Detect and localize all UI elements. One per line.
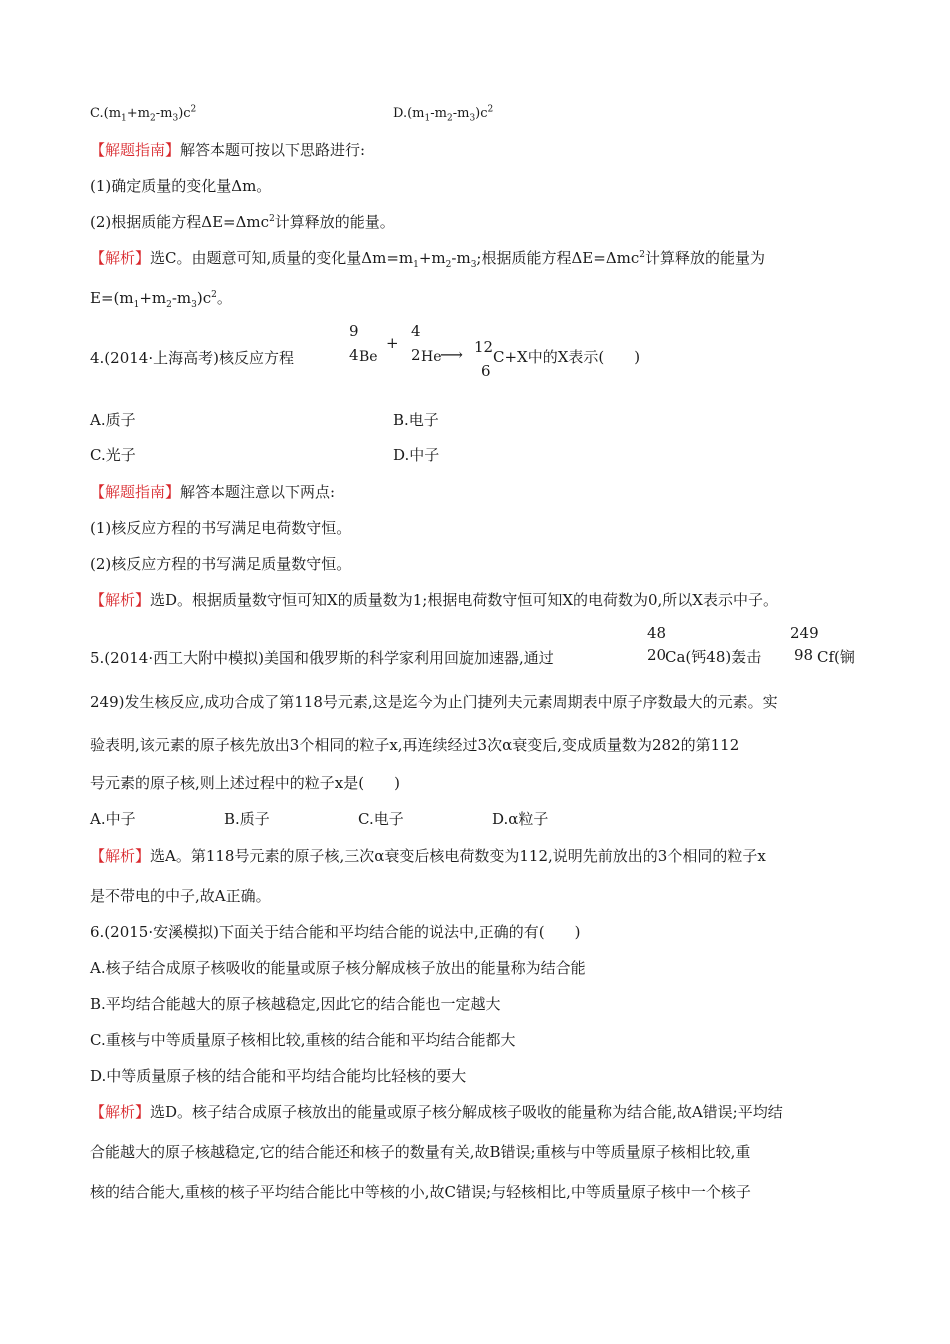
prev-guide: 【解题指南】解答本题可按以下思路进行: — [90, 141, 366, 159]
c-charge-number: 6 — [481, 362, 491, 380]
q4-stem-post: C+X中的X表示( ) — [493, 348, 641, 366]
q4-guide: 【解题指南】解答本题注意以下两点: — [90, 483, 336, 501]
q4-stem-pre: 4.(2014·上海高考)核反应方程 — [90, 349, 294, 367]
be-symbol: Be — [359, 349, 378, 365]
q5-answer-line-1: 【解析】选A。第118号元素的原子核,三次α衰变后核电荷数变为112,说明先前放出的3个相同的粒子x — [90, 847, 766, 865]
q6-answer-line-2: 合能越大的原子核越稳定,它的结合能还和核子的数量有关,故B错误;重核与中等质量原子核相比较,重 — [90, 1143, 751, 1161]
q6-option-c: C.重核与中等质量原子核相比较,重核的结合能和平均结合能都大 — [90, 1031, 516, 1049]
q6-option-d: D.中等质量原子核的结合能和平均结合能均比轻核的要大 — [90, 1067, 467, 1085]
q4-answer: 【解析】选D。根据质量数守恒可知X的质量数为1;根据电荷数守恒可知X的电荷数为0,所以X表示中子。 — [90, 591, 778, 609]
q6-stem: 6.(2015·安溪模拟)下面关于结合能和平均结合能的说法中,正确的有( ) — [90, 923, 581, 941]
prev-step-2: (2)根据质能方程ΔE=Δmc$^2$计算释放的能量。 — [90, 213, 395, 231]
q5-option-a: A.中子 — [90, 810, 136, 828]
he-symbol: He — [421, 349, 442, 365]
q6-option-b: B.平均结合能越大的原子核越稳定,因此它的结合能也一定越大 — [90, 995, 501, 1013]
ca-text: Ca(钙48)轰击 — [665, 648, 762, 666]
c-mass-number: 12 — [474, 338, 494, 356]
prev-answer-line-1: 【解析】选C。由题意可知,质量的变化量$\Delta m=m_1+m_2-m_3$;根据质能方程ΔE=Δmc$^2$计算释放的能量为 — [90, 249, 766, 270]
q6-answer-line-3: 核的结合能大,重核的核子平均结合能比中等核的小,故C错误;与轻核相比,中等质量原子核中一个核子 — [90, 1183, 751, 1201]
guide-tag: 【解题指南】 — [90, 483, 181, 501]
answer-tag: 【解析】 — [90, 591, 151, 609]
q4-option-d: D.中子 — [393, 446, 440, 464]
he-mass-number: 4 — [411, 322, 421, 340]
q6-option-a: A.核子结合成原子核吸收的能量或原子核分解成核子放出的能量称为结合能 — [90, 959, 586, 977]
reaction-arrow: ⟶ — [440, 345, 463, 364]
answer-tag: 【解析】 — [90, 249, 151, 267]
q4-option-a: A.质子 — [90, 411, 136, 429]
guide-tag: 【解题指南】 — [90, 141, 181, 159]
q4-point-2: (2)核反应方程的书写满足质量数守恒。 — [90, 555, 352, 573]
he-charge-number: 2 — [411, 346, 421, 364]
ca-mass-number: 48 — [647, 624, 667, 642]
q5-line-1: 249)发生核反应,成功合成了第118号元素,这是迄今为止门捷列夫元素周期表中原子序数最大的元素。实 — [90, 693, 778, 711]
answer-tag: 【解析】 — [90, 1103, 151, 1121]
q5-option-c: C.电子 — [358, 810, 404, 828]
cf-charge-number: 98 — [794, 646, 814, 664]
ca-charge-number: 20 — [647, 646, 667, 664]
q5-line-3: 号元素的原子核,则上述过程中的粒子x是( ) — [90, 774, 400, 792]
q4-option-b: B.电子 — [393, 411, 439, 429]
be-mass-number: 9 — [349, 322, 359, 340]
q4-point-1: (1)核反应方程的书写满足电荷数守恒。 — [90, 519, 352, 537]
be-charge-number: 4 — [349, 346, 359, 364]
prev-step-1: (1)确定质量的变化量Δm。 — [90, 177, 272, 195]
q6-answer-line-1: 【解析】选D。核子结合成原子核放出的能量或原子核分解成核子吸收的能量称为结合能,故A错误;平均结 — [90, 1103, 783, 1121]
answer-tag: 【解析】 — [90, 847, 151, 865]
prev-answer-line-2: $E=(m_1+m_2-m_3)c^2$。 — [90, 289, 232, 310]
q5-answer-line-2: 是不带电的中子,故A正确。 — [90, 887, 271, 905]
q5-option-d: D.α粒子 — [492, 810, 549, 828]
plus-sign: + — [386, 334, 399, 352]
cf-mass-number: 249 — [790, 624, 819, 642]
q4-option-c: C.光子 — [90, 446, 136, 464]
q5-line-2: 验表明,该元素的原子核先放出3个相同的粒子x,再连续经过3次α衰变后,变成质量数为282的第112 — [90, 736, 740, 754]
prev-option-c: $C.(m_1+m_2-m_3)c^2$ — [90, 104, 197, 124]
cf-text: Cf(锎 — [817, 648, 855, 666]
q5-stem-pre: 5.(2014·西工大附中模拟)美国和俄罗斯的科学家利用回旋加速器,通过 — [90, 649, 554, 667]
q5-option-b: B.质子 — [224, 810, 270, 828]
prev-option-d: $D.(m_1-m_2-m_3)c^2$ — [393, 104, 494, 124]
